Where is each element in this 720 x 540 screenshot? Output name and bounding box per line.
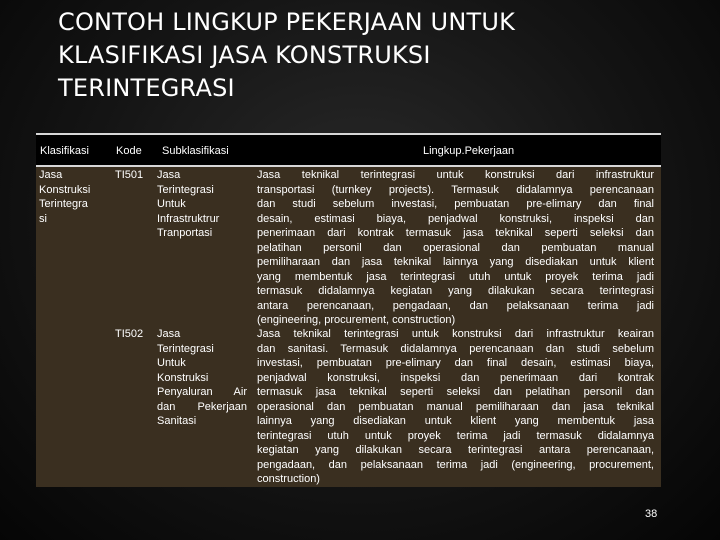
cell-line: Jasa teknikal terintegrasi untuk konstruksi dari infrastruktur keairan [257, 328, 654, 340]
kode-value: TI501 [115, 169, 144, 181]
cell-line: termasuk jasa teknikal seperti seleksi dan pelatihan personil dan [257, 386, 654, 398]
title-line: TERINTEGRASI [58, 74, 235, 102]
cell-line: penjadwal konstruksi, inspeksi dan penerimaan dari kontrak [257, 371, 654, 384]
kode-cell [115, 327, 155, 342]
cell-line: pengadaan, dan pelaksanaan terima jadi (engineering, procurement, [257, 458, 654, 471]
table-header [36, 133, 661, 167]
header-kode: Kode [116, 145, 142, 157]
cell-line: Terintegrasi [157, 342, 214, 355]
cell-line: Konstruksi [157, 371, 209, 384]
cell-line: kegiatan yang dilakukan secara terintegrasi antara perencanaan, [257, 444, 654, 456]
cell-line: Penyaluran Air [157, 386, 247, 398]
cell-line: terintegrasi utuh untuk proyek terima jadi termasuk didalamnya [257, 429, 654, 442]
cell-line: operasional dan pembuatan manual pemiliharaan dan jasa teknikal [257, 400, 654, 413]
cell-line: termasuk didalamnya kegiatan yang dilakukan secara terintegrasi [257, 285, 654, 297]
cell-line: dan Pekerjaan [157, 400, 247, 413]
cell-line: construction) [257, 473, 320, 485]
cell-line: Terintegrasi [157, 183, 214, 196]
page-number: 38 [645, 508, 658, 520]
cell-line: lainnya yang disediakan untuk klient yang membentuk jasa [257, 415, 654, 427]
lingkup-cell [257, 168, 654, 328]
header-lingkup: Lingkup.Pekerjaan [423, 145, 515, 157]
cell-line: Jasa [39, 169, 63, 181]
cell-line: Untuk [157, 198, 186, 210]
subklasifikasi-cell [157, 168, 247, 241]
cell-line: Sanitasi [157, 415, 197, 427]
cell-line: antara perencanaan, pengadaan, dan pelaksanaan terima jadi [257, 299, 654, 312]
slide-title [58, 6, 698, 105]
cell-line: Untuk [157, 357, 186, 369]
cell-line: investasi, pembuatan pre-elimary dan final desain, estimasi biaya, [257, 357, 654, 369]
cell-line: Jasa [157, 328, 181, 340]
subklasifikasi-cell [157, 327, 247, 429]
cell-line: desain, estimasi biaya, penjadwal konstruksi, inspeksi dan [257, 212, 654, 225]
cell-line: dan studi sebelum investasi, pembuatan pre-elimary dan final [257, 198, 654, 210]
cell-line: Konstruksi [39, 183, 91, 196]
cell-line: transportasi (turnkey projects). Termasuk didalamnya perencanaan [257, 183, 654, 196]
cell-line: Jasa [157, 169, 181, 181]
cell-line: si [39, 212, 47, 225]
cell-line: yang membentuk jasa terintegrasi utuh untuk proyek terima jadi [257, 270, 654, 283]
kode-value: TI502 [115, 328, 144, 340]
title-line: CONTOH LINGKUP PEKERJAAN UNTUK [58, 8, 516, 36]
lingkup-table [36, 133, 661, 487]
cell-line: (engineering, procurement, construction) [257, 314, 456, 326]
cell-line: Infrastruktrur [157, 212, 220, 225]
cell-line: Jasa teknikal terintegrasi untuk konstruksi dari infrastruktur [257, 169, 654, 181]
cell-line: dan sanitasi. Termasuk didalamnya perencanaan dan studi sebelum [257, 342, 654, 355]
klasifikasi-cell [39, 168, 111, 226]
title-line: KLASIFIKASI JASA KONSTRUKSI [58, 41, 431, 69]
cell-line: pemiliharaan dan jasa teknikal lainnya yang disediakan untuk klient [257, 256, 654, 268]
header-subklasifikasi: Subklasifikasi [162, 145, 229, 157]
header-klasifikasi: Klasifikasi [40, 145, 89, 157]
cell-line: penerimaan dari kontrak termasuk jasa teknikal seperti seleksi dan [257, 227, 654, 239]
cell-line: Tranportasi [157, 227, 213, 239]
lingkup-cell [257, 327, 654, 487]
kode-cell [115, 168, 155, 183]
cell-line: Terintegra [39, 198, 88, 210]
cell-line: pelatihan personil dan operasional dan pembuatan manual [257, 241, 654, 254]
